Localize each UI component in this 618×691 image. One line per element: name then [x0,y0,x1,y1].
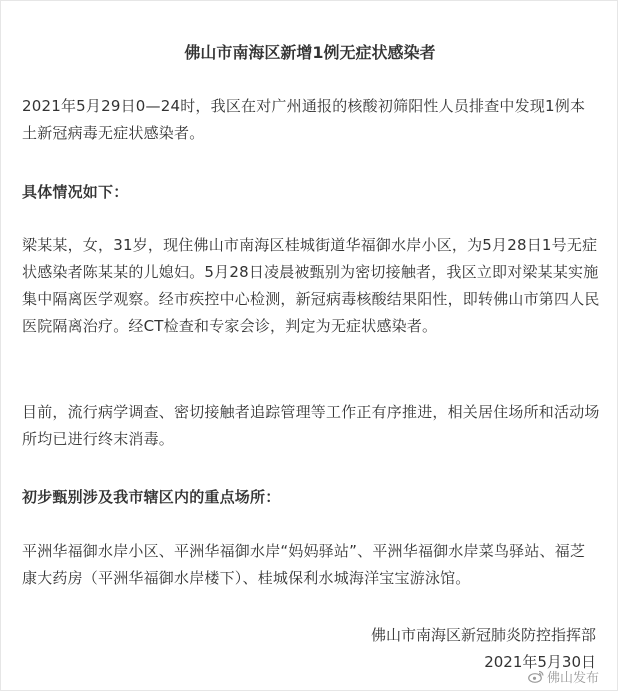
places-heading: 初步甄别涉及我市辖区内的重点场所： [22,488,281,506]
signature-date: 2021年5月30日 [484,653,596,671]
intro-paragraph: 2021年5月29日0—24时，我区在对广州通报的核酸初筛阳性人员排查中发现1例本土新冠病毒无症状感染者。 [22,97,586,142]
watermark [528,667,599,686]
places-paragraph: 平洲华福御水岸小区、平洲华福御水岸“妈妈驿站”、平洲华福御水岸菜鸟驿站、福芝康大药房（平洲华福御水岸楼下）、桂城保利水城海洋宝宝游泳馆。 [22,542,586,587]
weibo-icon [528,670,544,683]
signature-org: 佛山市南海区新冠肺炎防控指挥部 [370,626,596,644]
details-heading: 具体情况如下： [22,183,129,201]
progress-paragraph: 目前，流行病学调查、密切接触者追踪管理等工作正有序推进，相关居住场所和活动场所均已进行终末消毒。 [22,403,600,448]
details-paragraph: 梁某某，女，31岁，现住佛山市南海区桂城街道华福御水岸小区，为5月28日1号无症状感染者陈某某的儿媳妇。5月28日凌晨被甄别为密切接触者，我区立即对梁某某实施集中隔离医学观察。经市疾控中心检测，新冠病毒核酸结果阳性，即转佛山市第四人民医院隔离治疗。经CT检查和专家会诊，判定为无症状感染者。 [22,236,600,335]
page-title: 佛山市南海区新增1例无症状感染者 [184,43,436,62]
watermark-text: 佛山发布 [546,671,599,686]
